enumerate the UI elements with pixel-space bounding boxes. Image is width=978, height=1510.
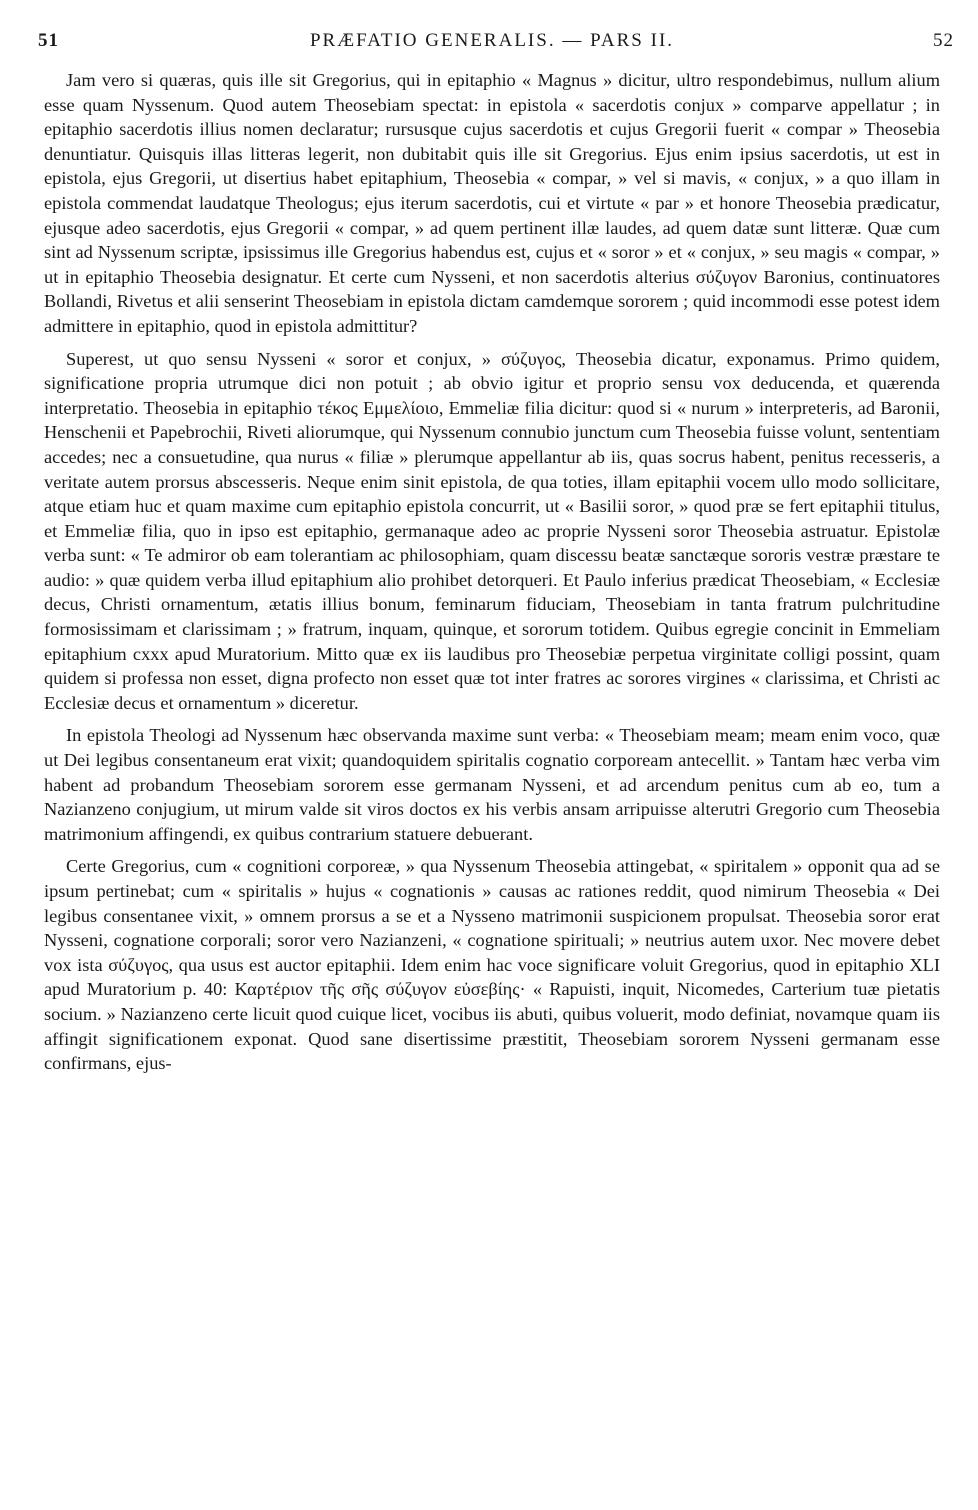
running-head [38,30,954,60]
page-number-left: 51 [38,30,59,51]
paragraph-1: Jam vero si quæras, quis ille sit Gregorius, qui in epitaphio « Magnus » dicitur, ultro respondebimus, nullum alium esse quam Nyssenum. Quod autem Theosebiam spectat: in epistola « sacerdotis conjux » comparve appellatur ; in epitaphio sacerdotis illius nomen declaratur; rursusque cujus sacerdotis et cujus Gregorii fuerit « compar » Theosebia denuntiatur. Quisquis illas litteras legerit, non dubitabit quis ille sit Gregorius. Ejus enim ipsius sacerdotis, ut est in epistola, ejus Gregorii, ut disertius habet epitaphium, Theosebia « compar, » vel si mavis, « conjux, » a quo illam in epistola commendat laudatque Theologus; ejus iterum sacerdotis, cui et virtute « par » et honore Theosebia prædicatur, ejusque adeo sacerdotis, ejus Gregorii « compar, » ad quem pertinent illæ laudes, ad quem datæ sunt litteræ. Quæ cum sint ad Nyssenum scriptæ, ipsissimus ille Gregorius habendus est, cujus et « soror » et « conjux, » seu magis « compar, » ut in epitaphio Theosebia designatur. Et certe cum Nysseni, et non sacerdotis alterius σύζυγον Baronius, continuatores Bollandi, Rivetus et alii senserint Theosebiam in epistola dictam camdemque sororem ; quid incommodi esse potest idem admittere in epitaphio, quod in epistola admittitur? [44,70,940,336]
running-title: PRÆFATIO GENERALIS. — PARS II. [309,30,675,51]
paragraph-4: Certe Gregorius, cum « cognitioni corporeæ, » qua Nyssenum Theosebia attingebat, « spiritalem » opponit qua ad se ipsum pertinebat; cum « spiritalis » hujus « cognationis » causas ac rationes reddit, quod nimirum Theosebia « Dei legibus consentanee vixit, » omnem prorsus a se et a Nysseno matrimonii suspicionem propulsat. Theosebia soror erat Nysseni, cognatione corporali; soror vero Nazianzeni, « cognatione spirituali; » neutrius autem uxor. Nec movere debet vox ista σύζυγος, qua usus est auctor epitaphii. Idem enim hac voce significare voluit Gregorius, quod in epitaphio XLI apud Muratorium p. 40: Καρτέριον τῆς σῆς σύζυγον εὐσεβίης· « Rapuisti, inquit, Nicomedes, Carterium tuæ pietatis socium. » Nazianzeno certe licuit quod cuique licet, vocibus iis abuti, quibus voluerit, modo definiat, novamque quam iis affingit significationem exponat. Quod sane disertissime præstitit, Theosebiam sororem Nysseni germanam esse confirmans, ejus- [44,856,940,1074]
paragraph-2: Superest, ut quo sensu Nysseni « soror et conjux, » σύζυγος, Theosebia dicatur, exponamus. Primo quidem, significatione propria utrumque dici non potuit ; ab obvio igitur et proprio sensu vox deducenda, et quærenda interpretatio. Theosebia in epitaphio τέκος Εμμελίοιο, Emmeliæ filia dicitur: quod si « nurum » interpreteris, ad Baronii, Henschenii et Papebrochii, Riveti aliorumque, qui Nyssenum connubio junctum cum Theosebia fuisse volunt, sententiam accedes; nec a consuetudine, qua nurus « filiæ » plerumque appellantur ab iis, quas socrus habent, penitus recesseris, a veritate autem prorsus abscesseris. Neque enim sinit epistola, de qua toties, illam epitaphii vocem ullo modo sollicitare, atque etiam huc et quam maxime cum epitaphio epistola concurrit, ut « Basilii soror, » quod præ se fert epitaphii titulus, et Emmeliæ filia, quo in ipso est epitaphio, germanaque adeo ac proprie Nysseni soror Theosebia astruatur. Epistolæ verba sunt: « Te admiror ob eam tolerantiam ac philosophiam, quam discessu beatæ sanctæque sororis vestræ præstare te audio: » quæ quidem verba illud epitaphium alio prohibet detorqueri. Et Paulo inferius prædicat Theosebiam, « Ecclesiæ decus, Christi ornamentum, ætatis illius bonum, feminarum fiduciam, Theosebiam in tanta fratrum pulchritudine formosissimam et clarissimam ; » fratrum, inquam, quinque, et sororum totidem. Quibus egregie concinit in Emmeliam epitaphium cxxx apud Muratorium. Mitto quæ ex iis laudibus pro Theosebiæ perpetua virginitate colligi possint, quam quidem si professa non esset, digna profecto non esset quæ tot inter fratres ac sorores virgines « clarissima, et Christi ac Ecclesiæ decus et ornamentum » diceretur. [44,348,940,713]
body-text [44,68,940,1076]
book-page [38,30,954,1084]
paragraph-3: In epistola Theologi ad Nyssenum hæc observanda maxime sunt verba: « Theosebiam meam; meam enim voco, quæ ut Dei legibus consentaneum erat vixit; quandoquidem spiritalis cognatio corpoream antecellit. » Tantam hæc verba vim habent ad probandum Theosebiam sororem esse germanam Nysseni, et ad arcendum penitus cum ab eo, tum a Nazianzeno conjugium, ut mirum valde sit viros doctos ex his verbis ansam arripuisse alterutri Gregorio cum Theosebia matrimonium affingendi, ex quibus contrarium statuere debuerant. [44,725,940,844]
page-number-right: 52 [933,30,954,51]
